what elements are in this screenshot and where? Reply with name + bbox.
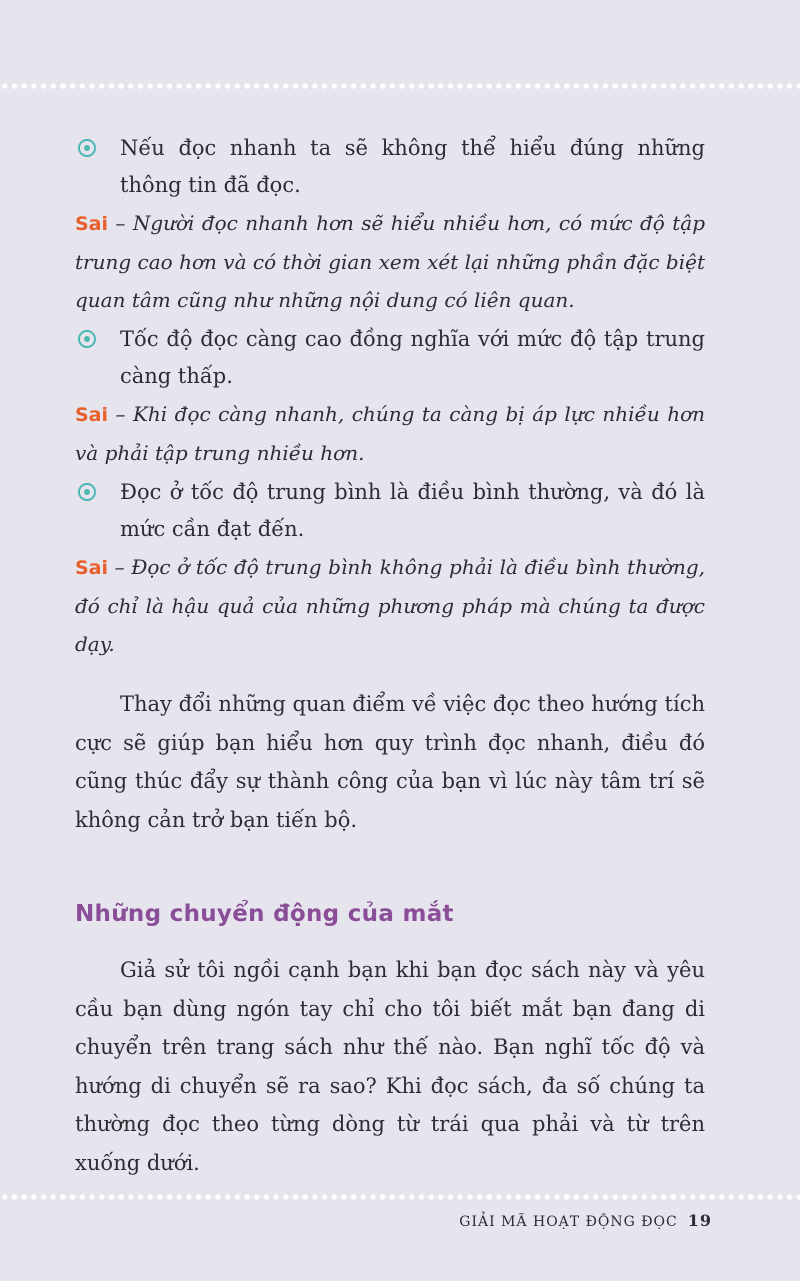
bottom-dotted-divider: [0, 1193, 800, 1201]
myth-answer: [75, 395, 705, 472]
answer-label: Sai: [75, 213, 109, 235]
section-heading: Những chuyển động của mắt: [75, 901, 454, 927]
closing-paragraph: Thay đổi những quan điểm về việc đọc theo hướng tích cực sẽ giúp bạn hiểu hơn quy trình đọc nhanh, điều đó cũng thúc đẩy sự thành công của bạn vì lúc này tâm trí sẽ không cản trở bạn tiến bộ.: [75, 692, 705, 832]
myth-item: [75, 130, 705, 319]
top-dotted-divider: [0, 82, 800, 90]
circle-dot-bullet-icon: [78, 139, 96, 157]
page-content: [75, 128, 705, 1182]
page-number: 19: [687, 1211, 712, 1230]
answer-label: Sai: [75, 404, 109, 426]
myth-statement: [75, 474, 705, 548]
circle-dot-bullet-icon: [78, 483, 96, 501]
myth-item: [75, 474, 705, 663]
myth-item: [75, 321, 705, 472]
running-title: GIẢI MÃ HOẠT ĐỘNG ĐỌC: [459, 1214, 678, 1230]
myth-statement-text: Đọc ở tốc độ trung bình là điều bình thường, và đó là mức cần đạt đến.: [120, 480, 705, 541]
answer-label: Sai: [75, 557, 109, 579]
answer-explanation: – Người đọc nhanh hơn sẽ hiểu nhiều hơn, có mức độ tập trung cao hơn và có thời gian xem xét lại những phần đặc biệt quan tâm cũng như những nội dung có liên quan.: [75, 211, 705, 312]
myth-statement-text: Nếu đọc nhanh ta sẽ không thể hiểu đúng những thông tin đã đọc.: [120, 136, 705, 197]
section-paragraph: Giả sử tôi ngồi cạnh bạn khi bạn đọc sách này và yêu cầu bạn dùng ngón tay chỉ cho tôi biết mắt bạn đang di chuyển trên trang sách như thế nào. Bạn nghĩ tốc độ và hướng di chuyển sẽ ra sao? Khi đọc sách, đa số chúng ta thường đọc theo từng dòng từ trái qua phải và từ trên xuống dưới.: [75, 958, 705, 1175]
myth-statement-text: Tốc độ đọc càng cao đồng nghĩa với mức độ tập trung càng thấp.: [120, 327, 705, 388]
myth-answer: [75, 204, 705, 319]
myth-statement: [75, 321, 705, 395]
answer-explanation: – Khi đọc càng nhanh, chúng ta càng bị áp lực nhiều hơn và phải tập trung nhiều hơn.: [75, 402, 705, 465]
myth-answer: [75, 548, 705, 663]
circle-dot-bullet-icon: [78, 330, 96, 348]
page-footer: [459, 1211, 712, 1230]
answer-explanation: – Đọc ở tốc độ trung bình không phải là điều bình thường, đó chỉ là hậu quả của những phương pháp mà chúng ta được dạy.: [75, 555, 705, 656]
myth-statement: [75, 130, 705, 204]
